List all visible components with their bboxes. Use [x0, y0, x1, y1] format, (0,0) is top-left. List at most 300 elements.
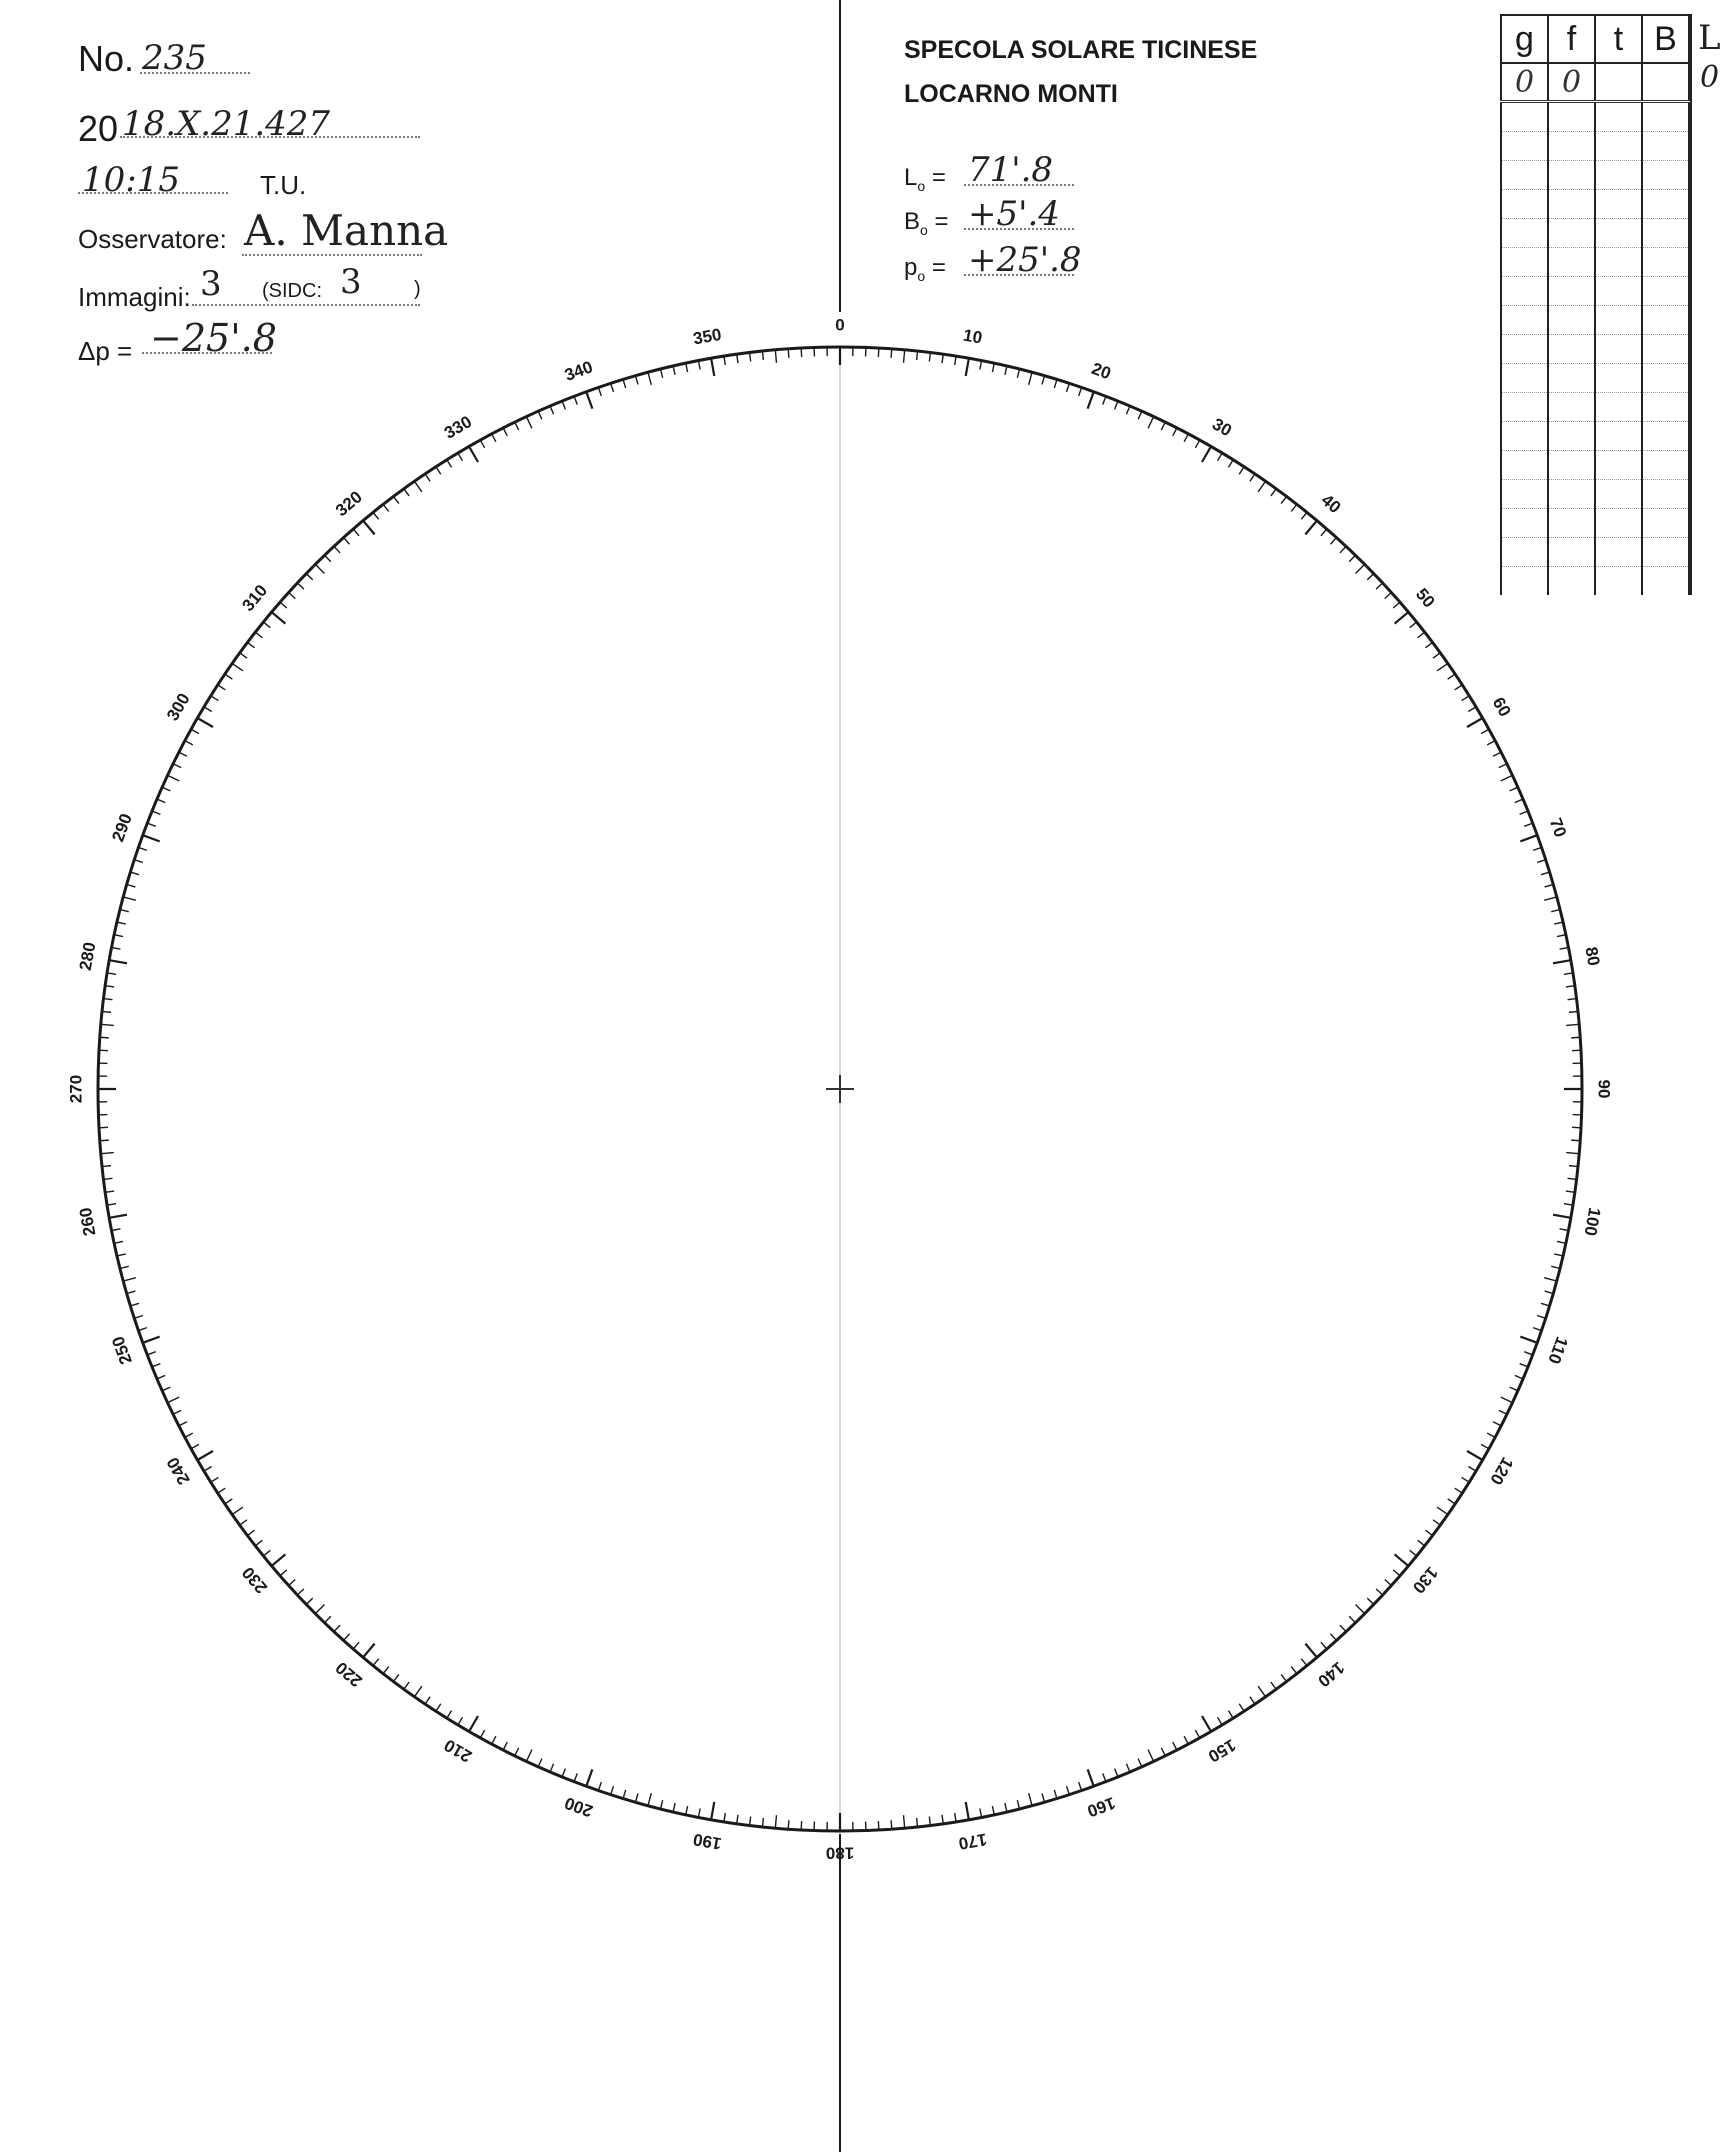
degree-tick — [127, 884, 136, 886]
degree-label: 160 — [1084, 1793, 1118, 1821]
degree-tick — [102, 1011, 111, 1012]
degree-tick — [373, 512, 379, 519]
degree-tick — [1564, 1204, 1573, 1205]
degree-tick — [297, 1589, 304, 1595]
degree-tick — [280, 1570, 287, 1576]
degree-tick — [204, 1467, 212, 1472]
degree-label: 70 — [1545, 815, 1571, 840]
degree-tick — [138, 1328, 147, 1331]
degree-tick — [1462, 696, 1470, 701]
degree-tick — [1537, 860, 1546, 863]
degree-tick — [673, 366, 675, 375]
degree-tick — [492, 434, 496, 442]
degree-tick — [191, 729, 199, 733]
degree-tick — [1515, 799, 1523, 803]
degree-tick — [147, 823, 155, 826]
table-header-f: f — [1548, 15, 1595, 63]
degree-tick — [904, 1815, 905, 1828]
degree-tick — [1349, 555, 1355, 561]
degree-tick — [157, 799, 165, 803]
degree-tick — [197, 1451, 213, 1460]
degree-tick — [325, 555, 331, 561]
degree-label: 200 — [562, 1793, 596, 1821]
degree-tick — [114, 1241, 123, 1243]
degree-tick — [143, 1337, 160, 1343]
degree-tick — [1301, 512, 1307, 519]
degree-label: 180 — [825, 1843, 855, 1863]
degree-tick — [1410, 622, 1417, 628]
degree-tick — [1437, 1507, 1448, 1514]
degree-tick — [383, 504, 389, 511]
degree-tick — [1029, 372, 1032, 385]
degree-tick — [1017, 1800, 1019, 1809]
degree-tick — [168, 1397, 180, 1402]
degree-tick — [263, 1550, 270, 1556]
degree-tick — [1481, 1444, 1489, 1448]
images-value: 3 — [200, 264, 222, 304]
degree-tick — [373, 1659, 379, 1666]
degree-tick — [1437, 663, 1448, 670]
degree-tick — [1271, 1682, 1276, 1689]
degree-tick — [1321, 529, 1327, 536]
degree-tick — [1501, 775, 1513, 780]
degree-label: 10 — [961, 325, 984, 348]
degree-label: 230 — [238, 1563, 272, 1598]
degree-tick — [247, 1530, 254, 1535]
degree-tick — [586, 1769, 592, 1786]
degree-tick — [1410, 1550, 1417, 1556]
degree-tick — [1148, 417, 1153, 429]
degree-label: 30 — [1209, 414, 1235, 441]
degree-tick — [168, 775, 180, 780]
degree-tick — [1349, 1616, 1355, 1622]
degree-tick — [280, 602, 287, 608]
degree-tick — [611, 383, 614, 392]
degree-label: 190 — [691, 1829, 723, 1854]
degree-tick — [480, 440, 484, 448]
ephemeris-B-value: +5'.4 — [968, 194, 1060, 234]
degree-tick — [1571, 1037, 1580, 1038]
sidc-value: 3 — [340, 262, 362, 302]
degree-tick — [992, 1806, 994, 1815]
degree-tick — [240, 1520, 247, 1525]
degree-tick — [414, 481, 421, 492]
degree-tick — [1088, 1769, 1094, 1786]
degree-tick — [1557, 935, 1566, 937]
degree-tick — [1161, 422, 1165, 430]
degree-tick — [123, 1278, 136, 1281]
degree-tick — [255, 1540, 262, 1546]
degree-tick — [232, 1507, 243, 1514]
degree-tick — [344, 1634, 350, 1641]
degree-tick — [1376, 1589, 1383, 1595]
degree-tick — [1367, 574, 1373, 580]
degree-tick — [1569, 1011, 1578, 1012]
degree-label: 60 — [1488, 694, 1515, 720]
degree-label: 300 — [163, 689, 194, 725]
degree-label: 0 — [835, 315, 845, 335]
degree-tick — [1301, 1659, 1307, 1666]
degree-tick — [1554, 922, 1563, 924]
degree-tick — [526, 1750, 531, 1762]
degree-tick — [1481, 729, 1489, 733]
degree-tick — [775, 1815, 776, 1828]
degree-label: 330 — [440, 412, 476, 443]
degree-tick — [232, 663, 243, 670]
degree-tick — [353, 1642, 359, 1649]
degree-tick — [574, 396, 577, 404]
degree-tick — [1566, 1024, 1579, 1025]
degree-tick — [1462, 1477, 1470, 1482]
degree-label: 90 — [1594, 1079, 1614, 1099]
degree-tick — [1321, 1642, 1327, 1649]
table-header-t: t — [1595, 15, 1642, 63]
degree-tick — [1510, 787, 1518, 791]
degree-tick — [1042, 1794, 1044, 1803]
degree-tick — [550, 1764, 554, 1772]
degree-tick — [469, 446, 478, 462]
degree-tick — [1305, 1644, 1317, 1658]
degree-tick — [247, 642, 254, 647]
ephemeris-B-label: $B_o$ = — [904, 208, 949, 238]
degree-tick — [1448, 1499, 1455, 1504]
degree-tick — [1553, 1215, 1571, 1218]
degree-tick — [1271, 489, 1276, 496]
degree-tick — [1493, 752, 1501, 756]
degree-tick — [393, 496, 398, 503]
degree-tick — [980, 1809, 982, 1818]
degree-tick — [1250, 474, 1255, 481]
degree-tick — [1533, 1328, 1542, 1331]
degree-tick — [711, 1802, 714, 1820]
degree-tick — [100, 1037, 109, 1038]
degree-tick — [992, 363, 994, 372]
degree-tick — [515, 1748, 519, 1756]
degree-label: 150 — [1204, 1735, 1240, 1766]
degree-tick — [383, 1667, 389, 1674]
degree-tick — [762, 351, 763, 360]
degree-tick — [1455, 685, 1463, 690]
degree-tick — [775, 350, 776, 363]
degree-tick — [334, 1625, 340, 1632]
degree-tick — [660, 369, 662, 378]
degree-tick — [686, 1806, 688, 1815]
degree-tick — [503, 1742, 507, 1750]
degree-tick — [1493, 1422, 1501, 1426]
degree-tick — [1054, 1790, 1057, 1799]
degree-tick — [1330, 1634, 1336, 1641]
degree-tick — [1545, 884, 1554, 886]
degree-tick — [1551, 1266, 1560, 1268]
degree-tick — [1418, 1540, 1425, 1546]
degree-tick — [1218, 1717, 1223, 1725]
degree-tick — [130, 872, 139, 875]
degree-label: 220 — [331, 1657, 366, 1691]
degree-tick — [1551, 909, 1560, 911]
degree-label: 130 — [1408, 1563, 1442, 1598]
degree-tick — [1281, 1674, 1286, 1681]
degree-tick — [1564, 973, 1573, 974]
degree-tick — [225, 674, 232, 679]
ephemeris-L-value: 71'.8 — [968, 150, 1054, 190]
degree-tick — [1239, 1704, 1244, 1712]
degree-label: 20 — [1089, 358, 1114, 384]
degree-tick — [1173, 1742, 1177, 1750]
degree-tick — [788, 1820, 789, 1829]
degree-tick — [425, 1697, 430, 1704]
degree-tick — [1340, 1625, 1346, 1632]
degree-tick — [289, 593, 296, 599]
institution-name: SPECOLA SOLARE TICINESE — [904, 36, 1258, 64]
degree-tick — [1103, 396, 1106, 404]
degree-tick — [1467, 1451, 1483, 1460]
degree-tick — [955, 1813, 956, 1822]
degree-tick — [648, 372, 651, 385]
degree-label: 210 — [440, 1735, 476, 1766]
degree-tick — [138, 847, 147, 850]
degree-tick — [574, 1773, 577, 1781]
degree-tick — [1468, 707, 1476, 712]
degree-tick — [1425, 642, 1432, 647]
degree-tick — [1487, 741, 1495, 745]
degree-tick — [623, 1790, 626, 1799]
degree-tick — [109, 960, 127, 963]
degree-tick — [1385, 593, 1392, 599]
degree-tick — [1544, 897, 1557, 900]
degree-tick — [152, 811, 160, 814]
degree-tick — [162, 1387, 170, 1391]
degree-tick — [1395, 1554, 1409, 1566]
degree-tick — [306, 1598, 312, 1604]
degree-tick — [315, 1604, 324, 1613]
degree-tick — [1385, 1579, 1392, 1585]
degree-tick — [1501, 1397, 1513, 1402]
degree-label: 240 — [163, 1453, 194, 1489]
degree-tick — [515, 422, 519, 430]
degree-tick — [711, 358, 714, 376]
degree-tick — [123, 897, 136, 900]
degree-tick — [980, 361, 982, 370]
degree-tick — [100, 1140, 109, 1141]
degree-tick — [1541, 1303, 1550, 1306]
ephemeris-p-label: $p_o$ = — [904, 254, 946, 284]
degree-tick — [152, 1364, 160, 1367]
degree-tick — [1448, 674, 1455, 679]
degree-tick — [1340, 546, 1346, 553]
degree-tick — [1520, 1337, 1537, 1343]
degree-tick — [1433, 1520, 1440, 1525]
degree-tick — [1520, 835, 1537, 841]
degree-tick — [1202, 446, 1211, 462]
degree-tick — [492, 1736, 496, 1744]
degree-label: 310 — [238, 580, 272, 615]
degree-tick — [1393, 602, 1400, 608]
table-extra-value: 0 — [1700, 60, 1720, 95]
sidc-close: ) — [414, 278, 421, 300]
degree-tick — [611, 1786, 614, 1795]
degree-tick — [185, 1433, 193, 1437]
date-value: 18.X.21.427 — [122, 104, 331, 144]
degree-tick — [1418, 632, 1425, 638]
degree-tick — [112, 947, 121, 949]
degree-tick — [686, 363, 688, 372]
no-value: 235 — [142, 38, 207, 78]
degree-tick — [1005, 1803, 1007, 1812]
degree-tick — [120, 909, 129, 911]
degree-tick — [1079, 1782, 1082, 1791]
degree-tick — [538, 1759, 542, 1767]
degree-tick — [724, 1813, 725, 1822]
degree-tick — [1239, 467, 1244, 475]
degree-tick — [1520, 811, 1528, 814]
degree-tick — [1571, 1140, 1580, 1141]
degree-tick — [447, 1711, 452, 1719]
degree-tick — [1487, 1433, 1495, 1437]
degree-tick — [1425, 1530, 1432, 1535]
time-value: 10:15 — [82, 160, 180, 200]
degree-tick — [1258, 481, 1265, 492]
degree-tick — [393, 1674, 398, 1681]
degree-tick — [1367, 1598, 1373, 1604]
degree-tick — [162, 787, 170, 791]
table-cell-g[interactable]: 0 — [1501, 63, 1548, 102]
degree-tick — [788, 349, 789, 358]
degree-tick — [1138, 1759, 1142, 1767]
degree-tick — [173, 764, 181, 768]
degree-tick — [1557, 1241, 1566, 1243]
degree-tick — [1103, 1773, 1106, 1781]
degree-tick — [306, 574, 312, 580]
degree-tick — [1005, 366, 1007, 375]
degree-tick — [1228, 1711, 1233, 1719]
degree-tick — [101, 1153, 114, 1154]
degree-tick — [1173, 428, 1177, 436]
degree-tick — [127, 1291, 136, 1293]
degree-tick — [635, 376, 637, 385]
degree-tick — [1376, 583, 1383, 589]
degree-tick — [1218, 453, 1223, 461]
degree-tick — [762, 1818, 763, 1827]
degree-tick — [966, 1802, 969, 1820]
degree-tick — [218, 685, 226, 690]
degree-tick — [917, 351, 918, 360]
degree-tick — [1195, 440, 1199, 448]
degree-label: 250 — [108, 1333, 136, 1367]
degree-tick — [1569, 1166, 1578, 1167]
degree-tick — [211, 1477, 219, 1482]
degree-tick — [648, 1793, 651, 1806]
table-header-B: B — [1642, 15, 1689, 63]
degree-label: 100 — [1580, 1206, 1605, 1238]
no-label: No. — [78, 38, 135, 79]
degree-tick — [255, 632, 262, 638]
degree-tick — [325, 1616, 331, 1622]
degree-tick — [458, 453, 463, 461]
degree-tick — [1455, 1488, 1463, 1493]
degree-tick — [107, 973, 116, 974]
degree-tick — [1184, 434, 1188, 442]
degree-tick — [404, 1682, 409, 1689]
degree-tick — [1088, 392, 1094, 409]
degree-tick — [1533, 847, 1542, 850]
degree-tick — [586, 392, 592, 409]
degree-tick — [363, 521, 375, 535]
degree-tick — [1468, 1467, 1476, 1472]
degree-tick — [966, 358, 969, 376]
degree-tick — [1467, 718, 1483, 727]
degree-tick — [404, 489, 409, 496]
degree-tick — [1524, 1352, 1532, 1355]
degree-label: 280 — [75, 940, 100, 972]
degree-tick — [698, 1809, 700, 1818]
degree-label: 320 — [331, 487, 366, 521]
degree-tick — [240, 653, 247, 658]
degree-tick — [458, 1717, 463, 1725]
degree-tick — [1305, 521, 1317, 535]
degree-tick — [891, 1820, 892, 1829]
delta-p-value: −25'.8 — [150, 316, 277, 360]
date-prefix: 20 — [78, 108, 119, 149]
degree-tick — [724, 356, 725, 365]
degree-tick — [1250, 1697, 1255, 1704]
degree-label: 80 — [1581, 945, 1604, 968]
degree-tick — [1553, 960, 1571, 963]
degree-tick — [562, 1769, 565, 1777]
degree-tick — [211, 696, 219, 701]
degree-tick — [272, 1554, 286, 1566]
degree-tick — [1560, 947, 1569, 949]
degree-tick — [1433, 653, 1440, 658]
degree-tick — [353, 529, 359, 536]
degree-label: 290 — [108, 811, 136, 845]
degree-tick — [1067, 383, 1070, 392]
degree-tick — [1499, 764, 1507, 768]
degree-tick — [550, 406, 554, 414]
degree-tick — [635, 1794, 637, 1803]
degree-tick — [197, 718, 213, 727]
degree-tick — [112, 1229, 121, 1231]
degree-tick — [1541, 872, 1550, 875]
degree-tick — [623, 379, 626, 388]
degree-tick — [173, 1410, 181, 1414]
observer-value: A. Manna — [244, 206, 449, 255]
degree-tick — [414, 1686, 421, 1697]
degree-tick — [363, 1644, 375, 1658]
degree-tick — [272, 612, 286, 624]
degree-tick — [1355, 564, 1364, 573]
degree-tick — [1566, 1153, 1579, 1154]
degree-tick — [1291, 1667, 1297, 1674]
degree-tick — [480, 1730, 484, 1738]
center-cross — [826, 1075, 854, 1103]
degree-tick — [1537, 1316, 1546, 1319]
degree-tick — [147, 1352, 155, 1355]
degree-tick — [1202, 1716, 1211, 1732]
degree-tick — [179, 1422, 187, 1426]
degree-tick — [1499, 1410, 1507, 1414]
degree-tick — [120, 1266, 129, 1268]
degree-tick — [134, 1316, 143, 1319]
degree-tick — [1393, 1570, 1400, 1576]
table-cell-f[interactable]: 0 — [1548, 63, 1595, 102]
degree-tick — [904, 350, 905, 363]
degree-tick — [503, 428, 507, 436]
degree-tick — [114, 935, 123, 937]
degree-tick — [1291, 504, 1297, 511]
degree-tick — [297, 583, 304, 589]
degree-tick — [204, 707, 212, 712]
degree-label: 340 — [562, 357, 596, 385]
